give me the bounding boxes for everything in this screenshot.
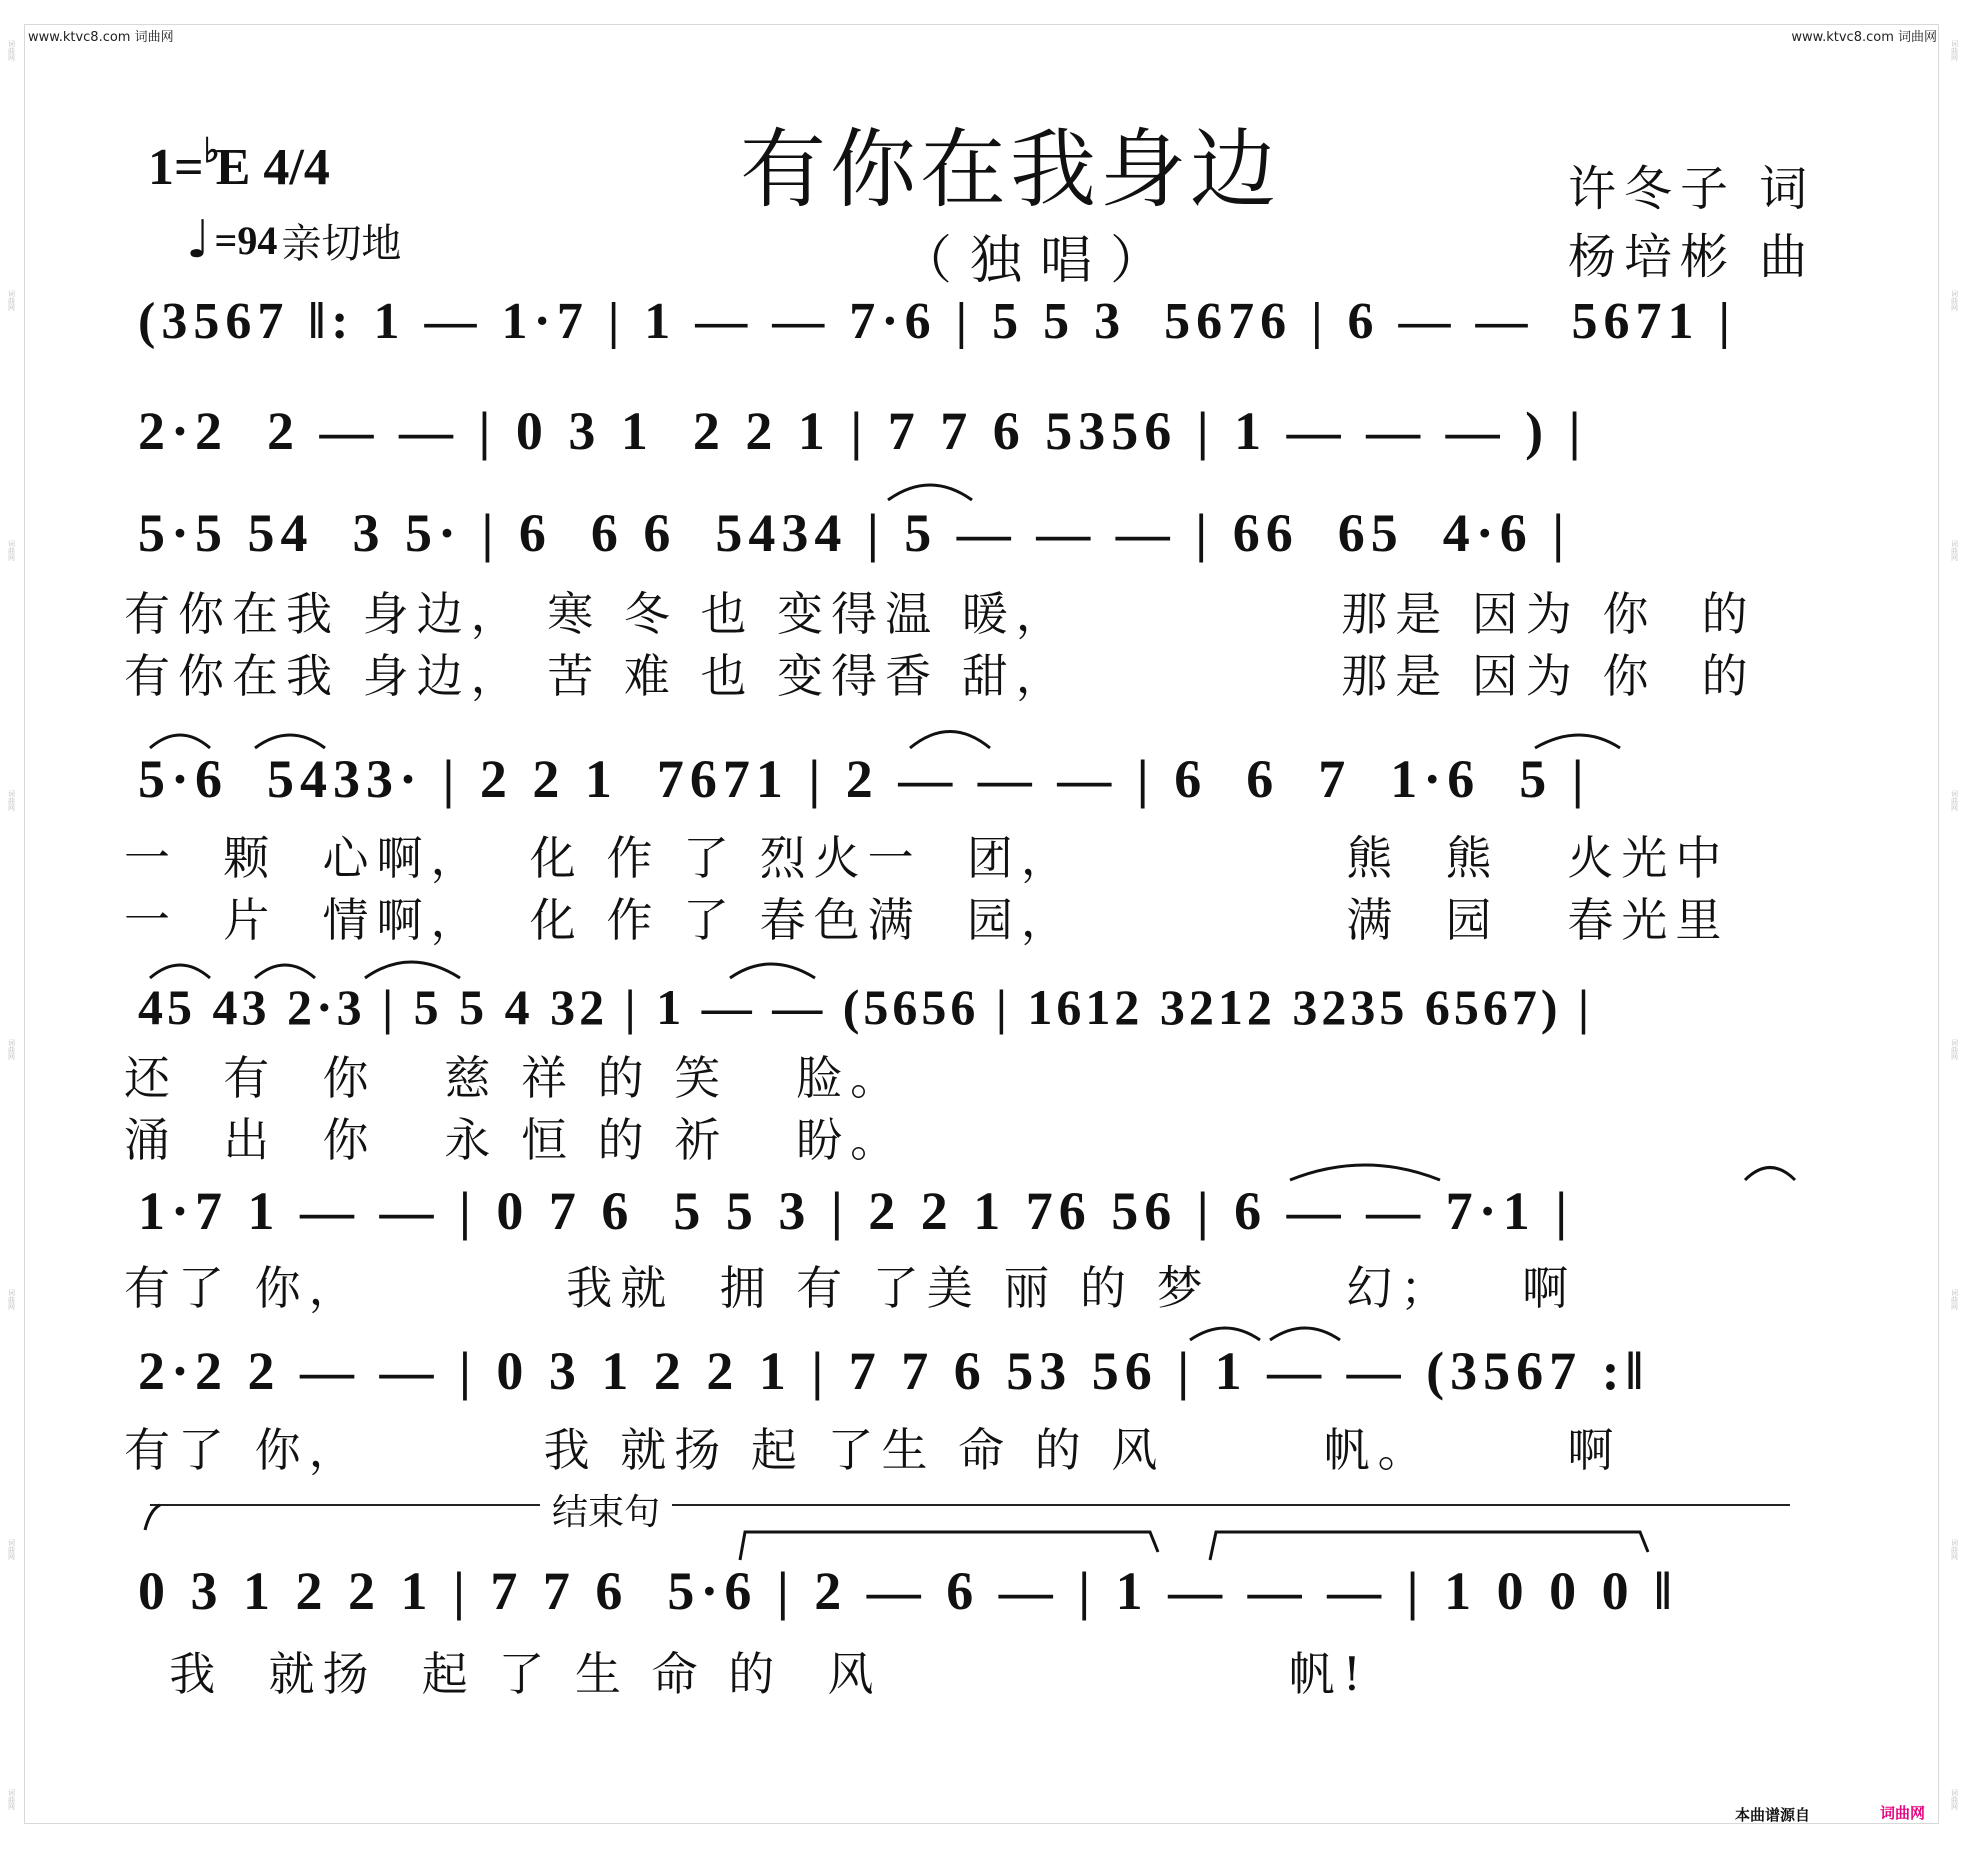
site-link-left[interactable]: www.ktvc8.com 词曲网 — [28, 30, 174, 45]
tempo-value: =94 — [214, 217, 278, 263]
watermark-glyph: 词曲网 — [1950, 289, 1959, 311]
lyric-line: 涌 出 你 永 恒 的 祈 盼。 — [124, 1113, 905, 1167]
flat-icon: ♭ — [203, 133, 220, 170]
notation-row: 5·6 5433· | 2 2 1 7671 | 2 — — — | 6 6 7 1·6 5 | — [138, 749, 1590, 809]
tempo-expression: 亲切地 — [281, 220, 402, 267]
watermark-glyph: 词曲网 — [7, 539, 16, 561]
notation-row: (3567 ‖: 1 — 1·7 | 1 — — 7·6 | 5 5 3 5676 | 6 — — 5671 | — [138, 293, 1736, 350]
slur — [1190, 1328, 1260, 1340]
lyric-line: 一 片 情啊， 化 作 了 春色满 园， 满 园 春光里 — [124, 893, 1730, 947]
slur — [1745, 1168, 1795, 1181]
song-title: 有你在我身边 — [740, 120, 1280, 220]
slur — [365, 962, 460, 978]
quarter-note-icon: ♩ — [186, 210, 211, 270]
lyric-line: 还 有 你 慈 祥 的 笑 脸。 — [124, 1051, 905, 1105]
slur — [145, 1505, 160, 1530]
composer-credit: 杨培彬 曲 — [1568, 229, 1816, 285]
watermark-glyph: 词曲网 — [7, 289, 16, 311]
lyric-line: 有了 你， 我 就扬 起 了生 命 的 风 帆。 啊 — [124, 1423, 1622, 1477]
notation-row: 2·2 2 — — | 0 3 1 2 2 1 | 7 7 6 53 56 | 1 — — (3567 :‖ — [138, 1341, 1650, 1401]
notation-row: 0 3 1 2 2 1 | 7 7 6 5·6 | 2 — 6 — | 1 — — — | 1 0 0 0 ‖ — [138, 1561, 1678, 1621]
lyric-line: 有了 你， 我就 拥 有 了美 丽 的 梦 幻； 啊 — [124, 1261, 1577, 1315]
slur — [255, 735, 325, 748]
key-prefix: 1= — [148, 139, 204, 196]
watermark-glyph: 词曲网 — [1950, 1539, 1959, 1561]
lyric-line: 有你在我 身边， 寒 冬 也 变得温 暖， 那是 因为 你 的 — [124, 587, 1756, 641]
notation-row: 1·7 1 — — | 0 7 6 5 5 3 | 2 2 1 76 56 | 6 — — 7·1 | — [138, 1181, 1574, 1241]
notation-row: 5·5 54 3 5· | 6 6 6 5434 | 5 — — — | 66 65 4·6 | — [138, 503, 1571, 563]
slur — [1290, 1165, 1440, 1180]
slur — [910, 732, 990, 749]
slur — [1210, 1532, 1648, 1560]
watermark-glyph: 词曲网 — [1950, 1039, 1959, 1061]
watermark-glyph: 词曲网 — [1950, 539, 1959, 561]
notation-row: 2·2 2 — — | 0 3 1 2 2 1 | 7 7 6 5356 | 1 — — — ) | — [138, 401, 1587, 461]
watermark-glyph: 词曲网 — [7, 40, 16, 61]
watermark-glyph: 词曲网 — [7, 1289, 16, 1311]
watermark-glyph: 词曲网 — [7, 1039, 16, 1061]
watermark-glyph: 词曲网 — [1950, 1788, 1959, 1810]
lyric-line: 我 就扬 起 了 生 命 的 风 帆! — [124, 1647, 1370, 1701]
site-link-right[interactable]: www.ktvc8.com 词曲网 — [1791, 30, 1937, 45]
slur — [150, 735, 210, 748]
watermark-glyph: 词曲网 — [7, 789, 16, 811]
ending-label: 结束句 — [540, 1484, 672, 1535]
slur — [888, 485, 972, 500]
watermark-glyph: 词曲网 — [1950, 1289, 1959, 1311]
key-meter: E 4/4 — [215, 139, 330, 196]
watermark-glyph: 词曲网 — [7, 1539, 16, 1561]
slur — [255, 965, 315, 978]
slur — [150, 965, 210, 978]
slur — [740, 1532, 1158, 1560]
slur — [730, 964, 815, 978]
watermark-glyph: 词曲网 — [1950, 789, 1959, 811]
lyric-line: 有你在我 身边， 苦 难 也 变得香 甜， 那是 因为 你 的 — [124, 649, 1756, 703]
watermark-glyph: 词曲网 — [7, 1788, 16, 1810]
slur — [1270, 1328, 1340, 1340]
watermark-glyph: 词曲网 — [1950, 40, 1959, 61]
notation-row: 45 43 2·3 | 5 5 4 32 | 1 — — (5656 | 1612 3212 3235 6567) | — [138, 979, 1594, 1035]
slur — [1535, 735, 1620, 748]
source-label: 本曲谱源自 — [1735, 1806, 1811, 1824]
lyric-line: 一 颗 心啊， 化 作 了 烈火一 团， 熊 熊 火光中 — [124, 831, 1730, 885]
lyricist-credit: 许冬子 词 — [1568, 161, 1816, 217]
song-subtitle: （独唱） — [900, 231, 1181, 291]
brand-link[interactable]: 词曲网 — [1880, 1804, 1926, 1822]
